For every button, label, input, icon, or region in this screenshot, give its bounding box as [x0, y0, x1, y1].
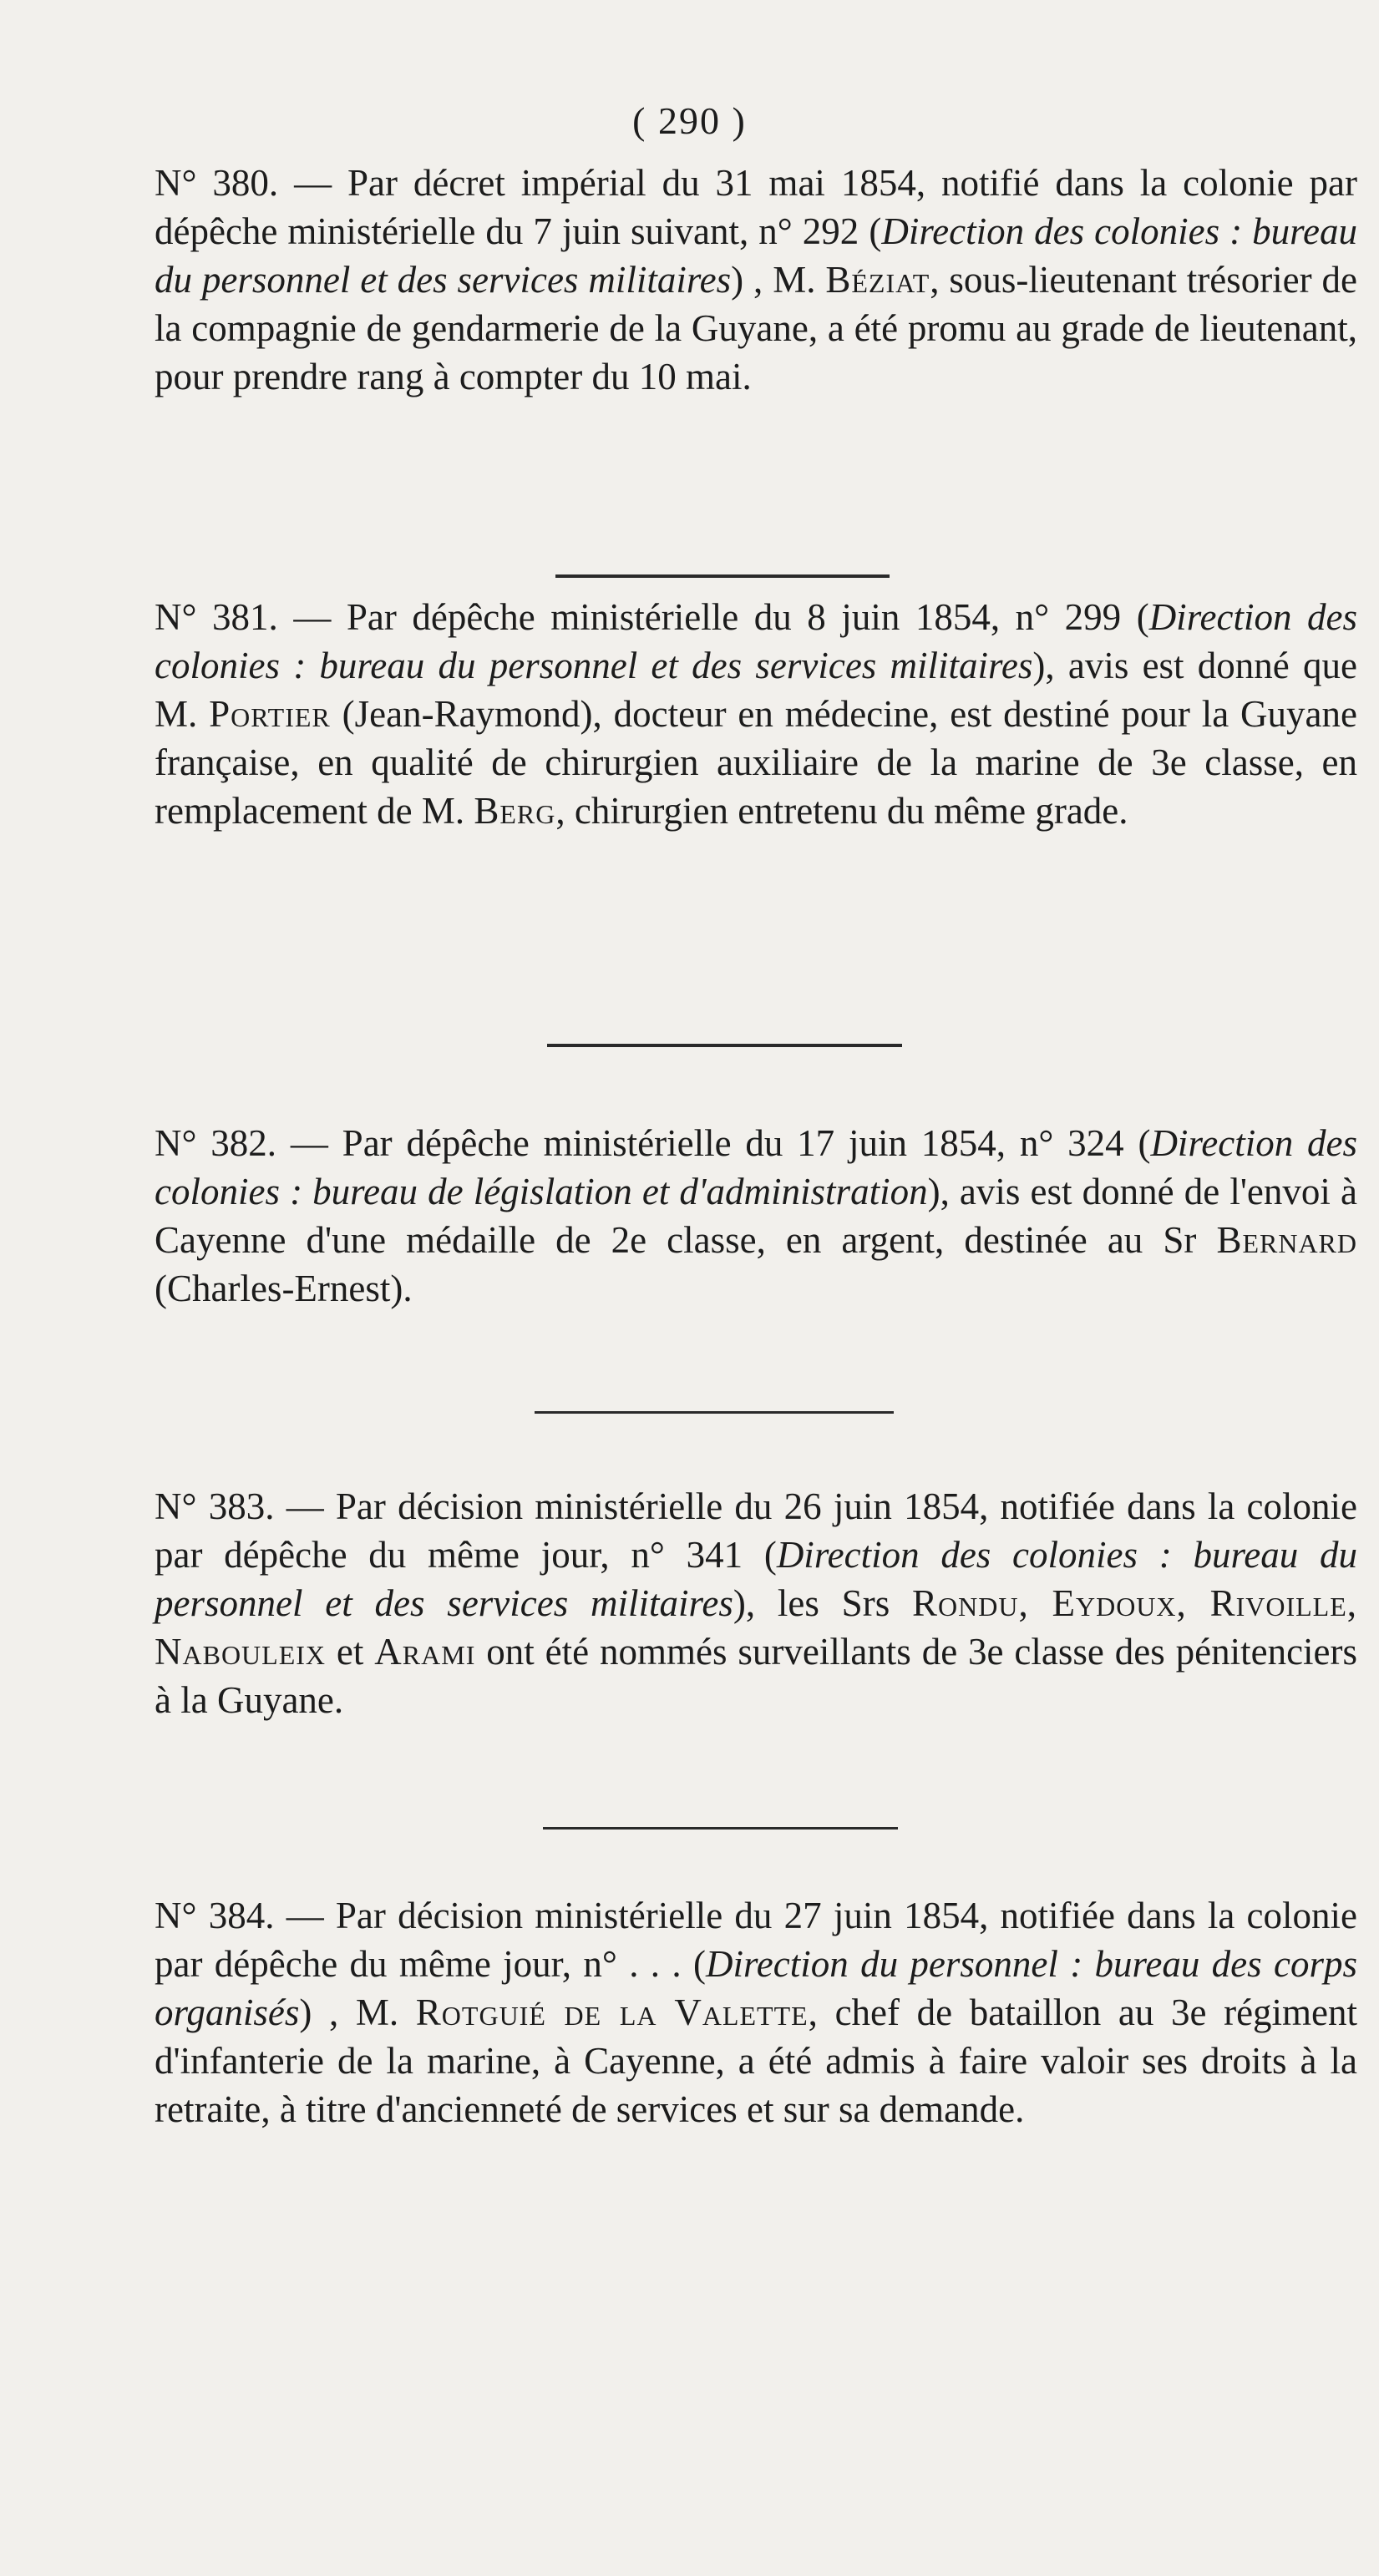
entry-direction: Direction des colonies : bureau du personnel et des services militaires [155, 210, 1358, 301]
entry-text: Par dépêche ministérielle du 17 juin 1854, n° 324 ( [342, 1122, 1151, 1164]
entry-number: N° 382. [155, 1122, 277, 1164]
entry-dash: — [294, 162, 332, 204]
entry-dash: — [293, 596, 332, 638]
person-name: Arami [374, 1631, 476, 1673]
entry-text: (Jean-Raymond), docteur en médecine, est destiné pour la Guyane française, en qualité de chirurgien auxiliaire de la marine de 3e classe, en remplacement de M. [155, 693, 1358, 832]
entry-text: ont été nommés surveillants de 3e classe des pénitenciers à la Guyane. [155, 1631, 1358, 1721]
entry-text: ) , M. [731, 259, 816, 301]
entry-direction: Direction des colonies : bureau du personnel et des services militaires [155, 596, 1357, 686]
entry-383 [155, 1482, 1357, 1724]
entry-text: , sous-lieutenant trésorier de la compagnie de gendarmerie de la Guyane, a été promu au grade de lieutenant, pour prendre rang à compter du 10 mai. [155, 259, 1358, 397]
entry-number: N° 383. [155, 1485, 275, 1527]
entry-text: ) , M. [299, 1991, 399, 2033]
page-number: ( 290 ) [632, 99, 747, 142]
entry-384 [155, 1891, 1357, 2133]
entry-text: Par décision ministérielle du 26 juin 1854, notifiée dans la colonie par dépêche du même jour, n° 341 ( [155, 1485, 1358, 1576]
separator-rule [555, 574, 890, 578]
entry-text: Par décret impérial du 31 mai 1854, notifié dans la colonie par dépêche ministérielle du 7 juin suivant, n° 292 ( [155, 162, 1358, 252]
separator-rule [543, 1827, 898, 1830]
entry-direction: Direction des colonies : bureau du personnel et des services militaires [155, 1534, 1357, 1624]
entry-dash: — [286, 1895, 324, 1936]
entry-direction: Direction du personnel : bureau des corps organisés [155, 1943, 1357, 2033]
entry-382 [155, 1119, 1357, 1313]
separator-rule [547, 1044, 902, 1047]
entry-text: Par décision ministérielle du 27 juin 1854, notifiée dans la colonie par dépêche du même jour, n° . . . ( [155, 1895, 1358, 1985]
entry-text: (Charles-Ernest). [155, 1268, 413, 1309]
entry-381 [155, 593, 1357, 835]
entry-text: , chef de bataillon au 3e régiment d'infanterie de la marine, à Cayenne, a été admis à faire valoir ses droits à la retraite, à titre d'ancienneté de services et sur sa demande. [155, 1991, 1358, 2130]
entry-text: ), avis est donné que M. [155, 645, 1357, 735]
entry-number: N° 380. [155, 162, 279, 204]
entry-dash: — [286, 1485, 324, 1527]
entry-text: Par dépêche ministérielle du 8 juin 1854, n° 299 ( [346, 596, 1149, 638]
person-name: Béziat [825, 259, 930, 301]
person-name: Bernard [1216, 1219, 1358, 1261]
entry-text: et [336, 1631, 364, 1673]
entry-number: N° 381. [155, 596, 278, 638]
entry-direction: Direction des colonies : bureau de législation et d'administration [155, 1122, 1358, 1212]
entry-text: ), les Srs [733, 1582, 890, 1624]
person-name: Portier [209, 693, 331, 735]
person-name: Berg [474, 790, 556, 832]
person-names: Rondu, Eydoux, Rivoille, Naboulеix [155, 1582, 1358, 1673]
person-name: Rotguié de la Valette [415, 1991, 809, 2033]
entry-text: , chirurgien entretenu du même grade. [555, 790, 1128, 832]
entry-380 [155, 159, 1357, 401]
entry-dash: — [290, 1122, 328, 1164]
entry-number: N° 384. [155, 1895, 275, 1936]
entry-text: ), avis est donné de l'envoi à Cayenne d'une médaille de 2e classe, en argent, destinée au Sr [155, 1171, 1357, 1261]
separator-rule [535, 1411, 894, 1414]
